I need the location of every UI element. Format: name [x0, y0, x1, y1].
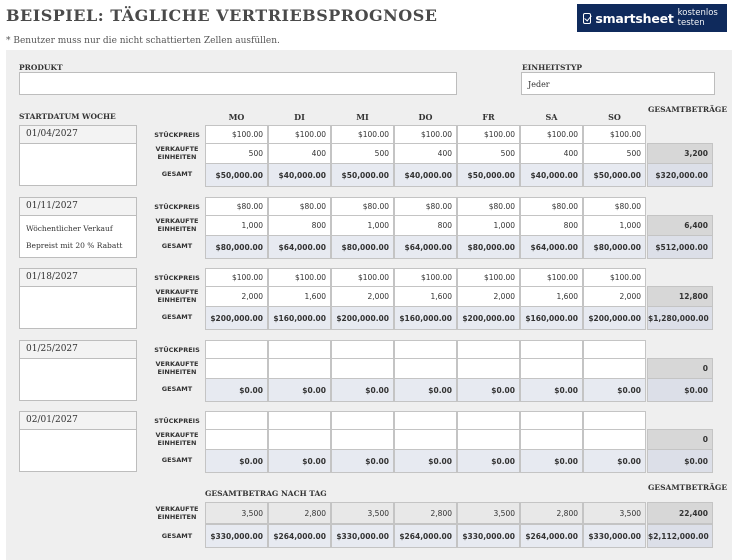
unit-price-cell[interactable]	[394, 411, 457, 430]
unit-price-cell[interactable]: $100.00	[268, 268, 331, 287]
grand-total-header: GESAMTBETRÄGE	[648, 105, 728, 114]
product-label: PRODUKT	[19, 63, 63, 72]
day-total-cell: $0.00	[205, 378, 268, 402]
checkmark-icon	[583, 13, 591, 24]
unit-price-cell[interactable]	[268, 340, 331, 359]
day-total-cell: $50,000.00	[331, 163, 394, 187]
summary-total-cell: $264,000.00	[520, 524, 583, 548]
unit-price-label: STÜCKPREIS	[154, 274, 200, 282]
unit-price-cell[interactable]	[583, 340, 646, 359]
week-block-2	[19, 197, 137, 258]
units-sold-cell[interactable]: 1,600	[268, 286, 331, 307]
unit-price-cell[interactable]: $100.00	[520, 125, 583, 144]
units-sold-label: VERKAUFTE EINHEITEN	[155, 431, 199, 447]
logo-brand: smartsheet	[595, 10, 674, 26]
unit-price-cell[interactable]: $80.00	[520, 197, 583, 216]
summary-units-label: VERKAUFTE EINHEITEN	[155, 505, 199, 521]
summary-total-cell: $330,000.00	[583, 524, 646, 548]
unit-price-cell[interactable]: $100.00	[457, 268, 520, 287]
unit-price-cell[interactable]	[394, 340, 457, 359]
summary-total-cell: $264,000.00	[268, 524, 331, 548]
unit-price-label: STÜCKPREIS	[154, 417, 200, 425]
week-total-sum: $320,000.00	[647, 163, 713, 187]
units-sold-cell[interactable]: 2,000	[457, 286, 520, 307]
day-total-cell: $50,000.00	[583, 163, 646, 187]
day-total-cell: $0.00	[520, 378, 583, 402]
week-start-date[interactable]: 01/11/2027	[20, 198, 136, 216]
units-sold-cell[interactable]: 500	[583, 143, 646, 164]
page-title: BEISPIEL: TÄGLICHE VERTRIEBSPROGNOSE	[6, 6, 438, 25]
smartsheet-logo-button[interactable]	[577, 4, 727, 32]
unit-price-cell[interactable]: $80.00	[268, 197, 331, 216]
daily-totals-heading: GESAMTBETRAG NACH TAG	[205, 489, 327, 498]
total-label: GESAMT	[161, 170, 193, 178]
unit-price-cell[interactable]	[268, 411, 331, 430]
units-sold-cell[interactable]: 500	[457, 143, 520, 164]
day-total-cell: $0.00	[331, 449, 394, 473]
units-sold-cell[interactable]: 2,000	[331, 286, 394, 307]
total-label: GESAMT	[161, 385, 193, 393]
instruction-note: * Benutzer muss nur die nicht schattierten Zellen ausfüllen.	[6, 36, 280, 46]
day-total-cell: $200,000.00	[331, 306, 394, 330]
week-notes[interactable]	[20, 430, 136, 434]
week-total-sum: $0.00	[647, 378, 713, 402]
week-start-header: STARTDATUM WOCHE	[19, 112, 116, 121]
day-header-mo: MO	[228, 112, 245, 122]
unit-price-cell[interactable]	[205, 411, 268, 430]
day-total-cell: $0.00	[394, 449, 457, 473]
week-start-date[interactable]: 01/18/2027	[20, 269, 136, 287]
unit-price-cell[interactable]	[331, 340, 394, 359]
units-sold-cell[interactable]	[394, 429, 457, 450]
summary-total-header: GESAMTBETRÄGE	[648, 483, 728, 492]
week-units-sum: 12,800	[647, 286, 713, 307]
unit-price-cell[interactable]: $80.00	[205, 197, 268, 216]
day-total-cell: $80,000.00	[205, 235, 268, 259]
units-sold-cell[interactable]: 1,000	[205, 215, 268, 236]
day-total-cell: $0.00	[583, 378, 646, 402]
units-sold-cell[interactable]: 2,000	[205, 286, 268, 307]
day-total-cell: $0.00	[457, 378, 520, 402]
units-sold-cell[interactable]: 1,600	[520, 286, 583, 307]
unit-price-cell[interactable]: $80.00	[394, 197, 457, 216]
day-total-cell: $160,000.00	[520, 306, 583, 330]
summary-total-cell: $330,000.00	[331, 524, 394, 548]
week-units-sum: 0	[647, 358, 713, 379]
unit-price-cell[interactable]: $100.00	[331, 125, 394, 144]
unit-price-cell[interactable]: $100.00	[205, 268, 268, 287]
units-sold-cell[interactable]: 800	[268, 215, 331, 236]
week-units-sum: 6,400	[647, 215, 713, 236]
units-sold-cell[interactable]: 800	[394, 215, 457, 236]
week-start-date[interactable]: 01/25/2027	[20, 341, 136, 359]
units-sold-cell[interactable]	[583, 429, 646, 450]
unit-price-label: STÜCKPREIS	[154, 346, 200, 354]
day-total-cell: $200,000.00	[205, 306, 268, 330]
unit-price-cell[interactable]	[583, 411, 646, 430]
units-sold-label: VERKAUFTE EINHEITEN	[155, 360, 199, 376]
week-units-sum: 0	[647, 429, 713, 450]
week-notes[interactable]	[20, 359, 136, 363]
units-sold-label: VERKAUFTE EINHEITEN	[155, 145, 199, 161]
unit-price-cell[interactable]: $100.00	[394, 268, 457, 287]
unit-price-cell[interactable]: $80.00	[331, 197, 394, 216]
day-total-cell: $0.00	[331, 378, 394, 402]
day-total-cell: $200,000.00	[583, 306, 646, 330]
summary-units-cell: 3,500	[457, 502, 520, 524]
units-sold-cell[interactable]	[457, 358, 520, 379]
units-sold-label: VERKAUFTE EINHEITEN	[155, 217, 199, 233]
day-total-cell: $160,000.00	[394, 306, 457, 330]
unit-price-cell[interactable]	[457, 411, 520, 430]
day-total-cell: $160,000.00	[268, 306, 331, 330]
logo-cta: kostenlos testen	[677, 8, 718, 28]
week-note: Wöchentlicher Verkauf	[26, 224, 113, 233]
units-sold-cell[interactable]	[583, 358, 646, 379]
summary-total-cell: $330,000.00	[205, 524, 268, 548]
units-sold-cell[interactable]	[268, 358, 331, 379]
day-total-cell: $0.00	[583, 449, 646, 473]
units-sold-cell[interactable]: 500	[205, 143, 268, 164]
summary-units-cell: 2,800	[268, 502, 331, 524]
summary-units-cell: 2,800	[520, 502, 583, 524]
day-header-di: DI	[294, 112, 305, 122]
day-header-mi: MI	[356, 112, 369, 122]
week-start-date[interactable]: 02/01/2027	[20, 412, 136, 430]
unit-price-cell[interactable]: $100.00	[457, 125, 520, 144]
day-total-cell: $0.00	[394, 378, 457, 402]
week-block-4	[19, 340, 137, 401]
day-total-cell: $40,000.00	[520, 163, 583, 187]
unit-price-cell[interactable]: $100.00	[583, 125, 646, 144]
day-total-cell: $0.00	[205, 449, 268, 473]
unit-price-cell[interactable]: $100.00	[331, 268, 394, 287]
day-header-fr: FR	[482, 112, 495, 122]
day-header-sa: SA	[545, 112, 558, 122]
week-total-sum: $512,000.00	[647, 235, 713, 259]
unit-price-cell[interactable]: $100.00	[268, 125, 331, 144]
unit-price-cell[interactable]	[205, 340, 268, 359]
units-sold-cell[interactable]: 400	[394, 143, 457, 164]
day-total-cell: $0.00	[268, 378, 331, 402]
unit-price-label: STÜCKPREIS	[154, 131, 200, 139]
day-total-cell: $50,000.00	[205, 163, 268, 187]
day-total-cell: $200,000.00	[457, 306, 520, 330]
units-sold-cell[interactable]	[331, 429, 394, 450]
day-total-cell: $80,000.00	[583, 235, 646, 259]
unit-type-label: EINHEITSTYP	[522, 63, 582, 72]
week-units-sum: 3,200	[647, 143, 713, 164]
day-header-do: DO	[418, 112, 433, 122]
units-sold-cell[interactable]	[205, 429, 268, 450]
units-sold-cell[interactable]: 800	[520, 215, 583, 236]
day-total-cell: $0.00	[268, 449, 331, 473]
unit-price-cell[interactable]: $80.00	[583, 197, 646, 216]
units-sold-cell[interactable]	[520, 429, 583, 450]
units-sold-cell[interactable]	[205, 358, 268, 379]
unit-price-cell[interactable]	[457, 340, 520, 359]
unit-price-cell[interactable]	[331, 411, 394, 430]
week-block-3	[19, 268, 137, 329]
summary-units-cell: 3,500	[331, 502, 394, 524]
unit-price-cell[interactable]: $100.00	[205, 125, 268, 144]
summary-total-cell: $330,000.00	[457, 524, 520, 548]
day-total-cell: $0.00	[457, 449, 520, 473]
summary-total-label: GESAMT	[161, 532, 193, 540]
week-start-date[interactable]: 01/04/2027	[20, 126, 136, 144]
summary-total-cell: $264,000.00	[394, 524, 457, 548]
unit-type-input[interactable]	[521, 72, 715, 95]
product-value	[20, 73, 456, 80]
week-note: Bepreist mit 20 % Rabatt	[26, 241, 123, 250]
summary-units-cell: 2,800	[394, 502, 457, 524]
day-total-cell: $40,000.00	[268, 163, 331, 187]
unit-price-cell[interactable]: $100.00	[520, 268, 583, 287]
unit-price-cell[interactable]	[520, 340, 583, 359]
unit-type-value: Jeder	[528, 80, 550, 89]
week-block-5	[19, 411, 137, 472]
units-sold-cell[interactable]: 1,000	[331, 215, 394, 236]
day-total-cell: $64,000.00	[268, 235, 331, 259]
week-total-sum: $1,280,000.00	[647, 306, 713, 330]
units-sold-cell[interactable]: 1,000	[583, 215, 646, 236]
day-total-cell: $50,000.00	[457, 163, 520, 187]
week-notes[interactable]	[20, 216, 136, 254]
week-notes[interactable]	[20, 287, 136, 291]
total-label: GESAMT	[161, 242, 193, 250]
day-total-cell: $40,000.00	[394, 163, 457, 187]
units-sold-cell[interactable]: 1,000	[457, 215, 520, 236]
summary-units-cell: 3,500	[205, 502, 268, 524]
units-sold-label: VERKAUFTE EINHEITEN	[155, 288, 199, 304]
total-label: GESAMT	[161, 456, 193, 464]
day-total-cell: $64,000.00	[520, 235, 583, 259]
unit-price-cell[interactable]: $100.00	[394, 125, 457, 144]
units-sold-cell[interactable]	[268, 429, 331, 450]
day-total-cell: $80,000.00	[457, 235, 520, 259]
summary-units-sum: 22,400	[647, 502, 713, 524]
week-block-1	[19, 125, 137, 186]
units-sold-cell[interactable]	[331, 358, 394, 379]
units-sold-cell[interactable]: 500	[331, 143, 394, 164]
unit-price-label: STÜCKPREIS	[154, 203, 200, 211]
units-sold-cell[interactable]: 2,000	[583, 286, 646, 307]
unit-price-cell[interactable]: $100.00	[583, 268, 646, 287]
unit-price-cell[interactable]	[520, 411, 583, 430]
units-sold-cell[interactable]: 400	[268, 143, 331, 164]
summary-total-sum: $2,112,000.00	[647, 524, 713, 548]
week-total-sum: $0.00	[647, 449, 713, 473]
day-total-cell: $80,000.00	[331, 235, 394, 259]
product-input[interactable]	[19, 72, 457, 95]
units-sold-cell[interactable]	[520, 358, 583, 379]
units-sold-cell[interactable]	[394, 358, 457, 379]
units-sold-cell[interactable]: 400	[520, 143, 583, 164]
week-notes[interactable]	[20, 144, 136, 148]
unit-price-cell[interactable]: $80.00	[457, 197, 520, 216]
day-total-cell: $0.00	[520, 449, 583, 473]
summary-units-cell: 3,500	[583, 502, 646, 524]
units-sold-cell[interactable]: 1,600	[394, 286, 457, 307]
day-total-cell: $64,000.00	[394, 235, 457, 259]
total-label: GESAMT	[161, 313, 193, 321]
day-header-so: SO	[608, 112, 621, 122]
units-sold-cell[interactable]	[457, 429, 520, 450]
